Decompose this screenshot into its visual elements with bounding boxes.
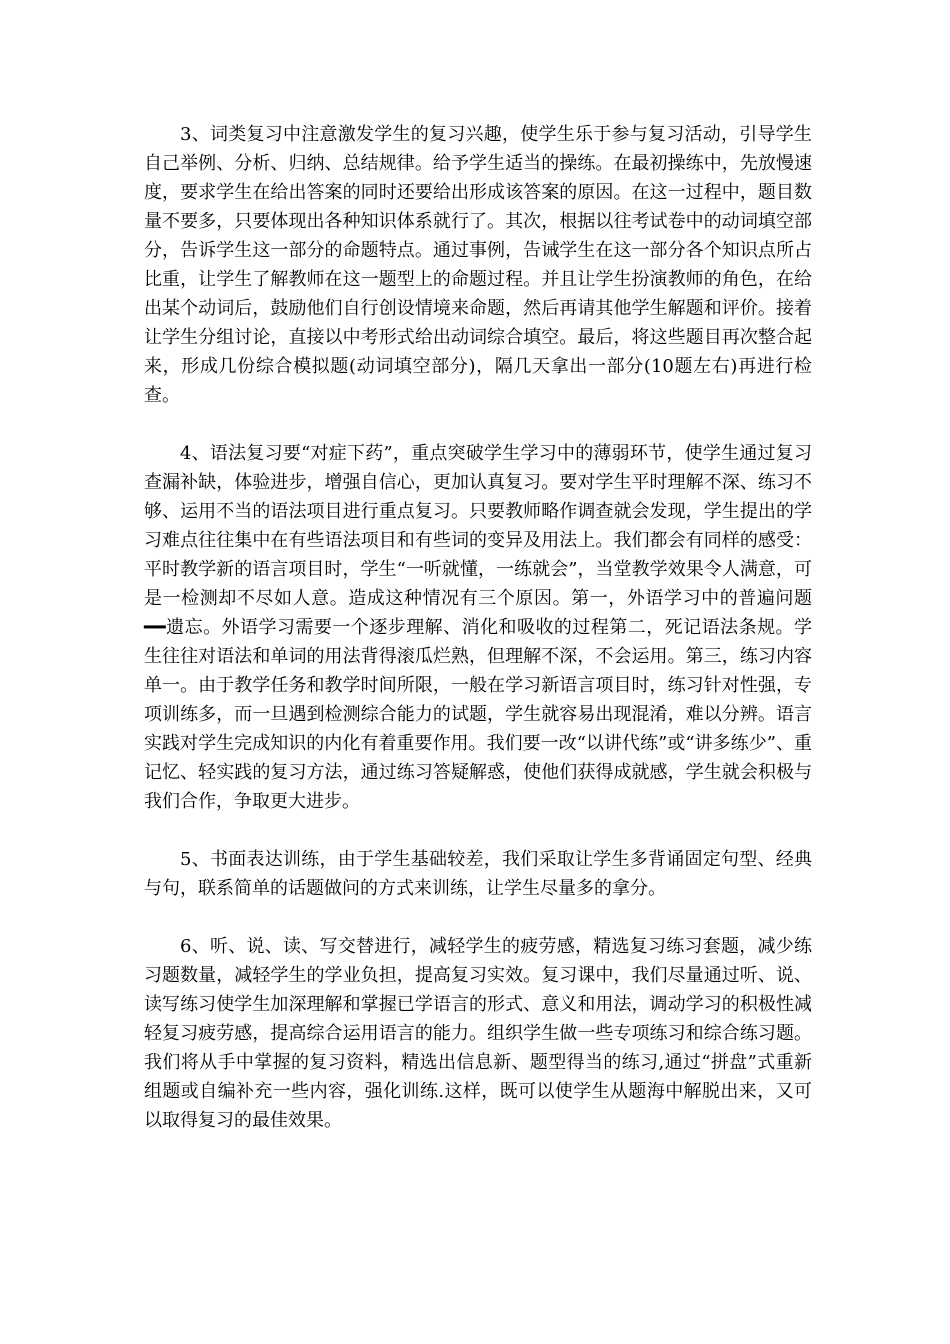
paragraph-5-writing-training: 5、书面表达训练，由于学生基础较差，我们采取让学生多背诵固定句型、经典与句，联系简单的话题做问的方式来训练，让学生尽量多的拿分。	[144, 849, 812, 899]
paragraph-3-word-class-review: 3、词类复习中注意激发学生的复习兴趣，使学生乐于参与复习活动，引导学生自己举例、分析、归纳、总结规律。给予学生适当的操练。在最初操练中，先放慢速度，要求学生在给出答案的同时还要给出形成该答案的原因。在这一过程中，题目数量不要多，只要体现出各种知识体系就行了。其次，根据以往考试卷中的动词填空部分，告诉学生这一部分的命题特点。通过事例，告诫学生在这一部分各个知识点所占比重，让学生了解教师在这一题型上的命题过程。并且让学生扮演教师的角色，在给出某个动词后，鼓励他们自行创设情境来命题，然后再请其他学生解题和评价。接着让学生分组讨论，直接以中考形式给出动词综合填空。最后，将这些题目再次整合起来，形成几份综合模拟题(动词填空部分)，隔几天拿出一部分(10题左右)再进行检查。	[144, 124, 812, 406]
paragraph-4-grammar-review: 4、语法复习要“对症下药”，重点突破学生学习中的薄弱环节，使学生通过复习查漏补缺，体验进步，增强自信心，更加认真复习。要对学生平时理解不深、练习不够、运用不当的语法项目进行重点复习。只要教师略作调查就会发现，学生提出的学习难点往往集中在有些语法项目和有些词的变异及用法上。我们都会有同样的感受：平时教学新的语言项目时，学生“一听就懂，一练就会”，当堂教学效果令人满意，可是一检测却不尽如人意。造成这种情况有三个原因。第一，外语学习中的普遍问题━━遗忘。外语学习需要一个逐步理解、消化和吸收的过程第二，死记语法条规。学生往往对语法和单词的用法背得滚瓜烂熟，但理解不深，不会运用。第三，练习内容单一。由于教学任务和教学时间所限，一般在学习新语言项目时，练习针对性强，专项训练多，而一旦遇到检测综合能力的试题，学生就容易出现混淆，难以分辨。语言实践对学生完成知识的内化有着重要作用。我们要一改“以讲代练”或“讲多练少”、重记忆、轻实践的复习方法，通过练习答疑解惑，使他们获得成就感，学生就会积极与我们合作，争取更大进步。	[144, 443, 812, 812]
document-body	[144, 120, 812, 1164]
paragraph-6-skills-alternation: 6、听、说、读、写交替进行，减轻学生的疲劳感，精选复习练习套题，减少练习题数量，减轻学生的学业负担，提高复习实效。复习课中，我们尽量通过听、说、读写练习使学生加深理解和掌握已学语言的形式、意义和用法，调动学习的积极性减轻复习疲劳感，提高综合运用语言的能力。组织学生做一些专项练习和综合练习题。我们将从手中掌握的复习资料，精选出信息新、题型得当的练习,通过“拼盘”式重新组题或自编补充一些内容，强化训练.这样，既可以使学生从题海中解脱出来，又可以取得复习的最佳效果。	[144, 936, 812, 1131]
